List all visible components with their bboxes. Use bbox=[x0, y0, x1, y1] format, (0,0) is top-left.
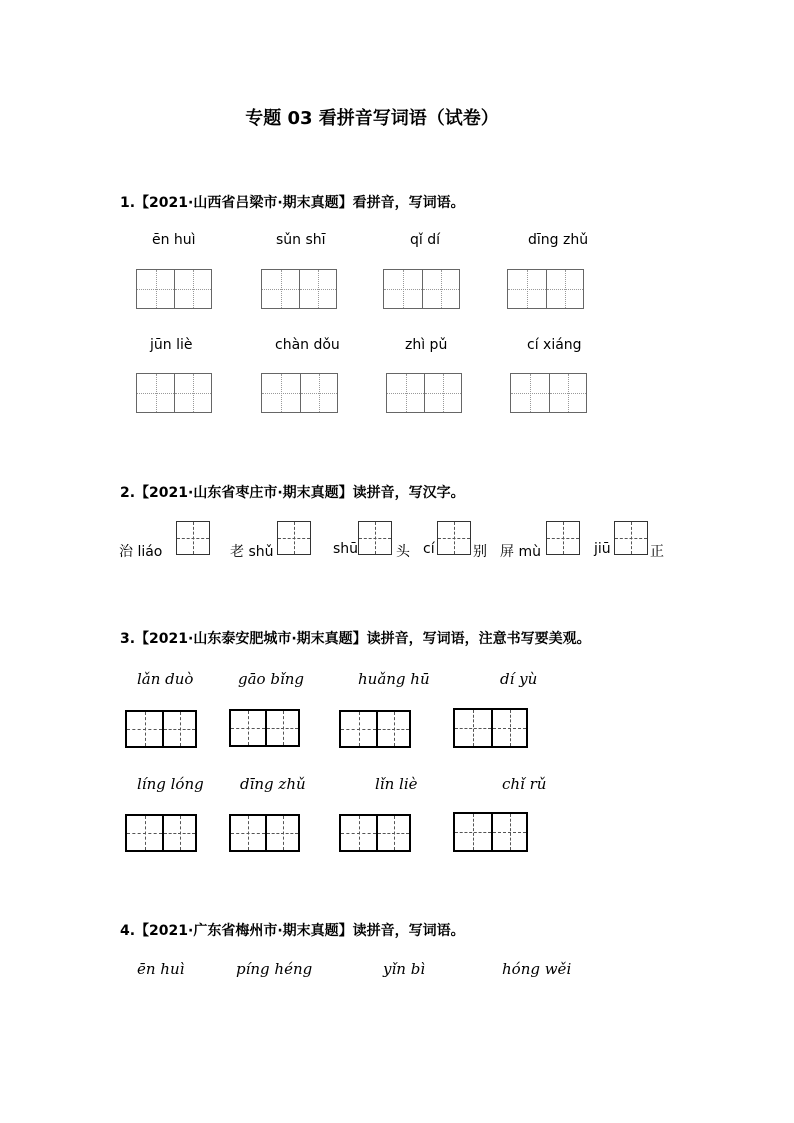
question-1-heading: 1.【2021·山西省吕梁市·期末真题】看拼音，写词语。 bbox=[120, 195, 465, 211]
q1-answer-box-4[interactable] bbox=[507, 269, 584, 309]
q1-answer-box-1[interactable] bbox=[136, 269, 212, 309]
page-title: 专题 03 看拼音写词语（试卷） bbox=[245, 108, 499, 129]
q3-answer-box-8[interactable] bbox=[453, 812, 528, 852]
q3-answer-box-2[interactable] bbox=[229, 709, 300, 747]
q3-pinyin-1: lǎn duò bbox=[137, 670, 194, 688]
q2-suffix-3: 头 bbox=[396, 544, 410, 560]
q3-pinyin-4: dí yù bbox=[500, 670, 538, 688]
q1-answer-box-6[interactable] bbox=[261, 373, 338, 413]
q3-pinyin-3: huǎng hū bbox=[358, 670, 430, 688]
question-4-heading: 4.【2021·广东省梅州市·期末真题】读拼音，写词语。 bbox=[120, 923, 465, 939]
q3-pinyin-6: dīng zhǔ bbox=[240, 775, 306, 793]
q4-pinyin-4: hóng wěi bbox=[502, 960, 572, 978]
q1-answer-box-8[interactable] bbox=[510, 373, 587, 413]
q3-answer-box-1[interactable] bbox=[125, 710, 197, 748]
q3-pinyin-7: lǐn liè bbox=[375, 775, 418, 793]
q4-pinyin-2: píng héng bbox=[236, 960, 313, 978]
q2-answer-box-6[interactable] bbox=[614, 521, 648, 555]
q1-pinyin-6: chàn dǒu bbox=[275, 337, 340, 353]
q2-answer-box-4[interactable] bbox=[437, 521, 471, 555]
q3-pinyin-5: líng lóng bbox=[137, 775, 204, 793]
question-2-heading: 2.【2021·山东省枣庄市·期末真题】读拼音，写汉字。 bbox=[120, 485, 465, 501]
q2-prefix-4: cí bbox=[423, 541, 435, 557]
q3-answer-box-6[interactable] bbox=[229, 814, 300, 852]
q3-answer-box-4[interactable] bbox=[453, 708, 528, 748]
q2-prefix-3: shū bbox=[333, 541, 359, 557]
q2-prefix-6: jiū bbox=[594, 541, 611, 557]
q3-pinyin-2: gāo bǐng bbox=[238, 670, 305, 688]
q3-answer-box-3[interactable] bbox=[339, 710, 411, 748]
q2-prefix-1: 治 liáo bbox=[119, 544, 163, 560]
q1-pinyin-4: dīng zhǔ bbox=[528, 232, 589, 248]
q1-pinyin-8: cí xiáng bbox=[527, 337, 582, 353]
q1-answer-box-7[interactable] bbox=[386, 373, 462, 413]
q2-prefix-5: 屏 mù bbox=[500, 544, 541, 560]
q1-pinyin-1: ēn huì bbox=[152, 232, 196, 248]
q1-pinyin-3: qǐ dí bbox=[410, 232, 441, 248]
q1-answer-box-2[interactable] bbox=[261, 269, 337, 309]
q1-pinyin-7: zhì pǔ bbox=[405, 337, 448, 353]
q1-answer-box-3[interactable] bbox=[383, 269, 460, 309]
q2-answer-box-3[interactable] bbox=[358, 521, 392, 555]
q2-answer-box-2[interactable] bbox=[277, 521, 311, 555]
q1-pinyin-5: jūn liè bbox=[150, 337, 193, 353]
q3-pinyin-8: chǐ rǔ bbox=[502, 775, 547, 793]
question-3-heading: 3.【2021·山东泰安肥城市·期末真题】读拼音，写词语，注意书写要美观。 bbox=[120, 631, 591, 647]
q4-pinyin-3: yǐn bì bbox=[383, 960, 426, 978]
q4-pinyin-1: ēn huì bbox=[137, 960, 185, 978]
q2-answer-box-5[interactable] bbox=[546, 521, 580, 555]
q2-prefix-2: 老 shǔ bbox=[230, 544, 274, 560]
q3-answer-box-7[interactable] bbox=[339, 814, 411, 852]
q2-suffix-6: 正 bbox=[650, 544, 664, 560]
q1-answer-box-5[interactable] bbox=[136, 373, 212, 413]
q2-answer-box-1[interactable] bbox=[176, 521, 210, 555]
q3-answer-box-5[interactable] bbox=[125, 814, 197, 852]
q1-pinyin-2: sǔn shī bbox=[276, 232, 326, 248]
q2-suffix-4: 别 bbox=[473, 544, 487, 560]
